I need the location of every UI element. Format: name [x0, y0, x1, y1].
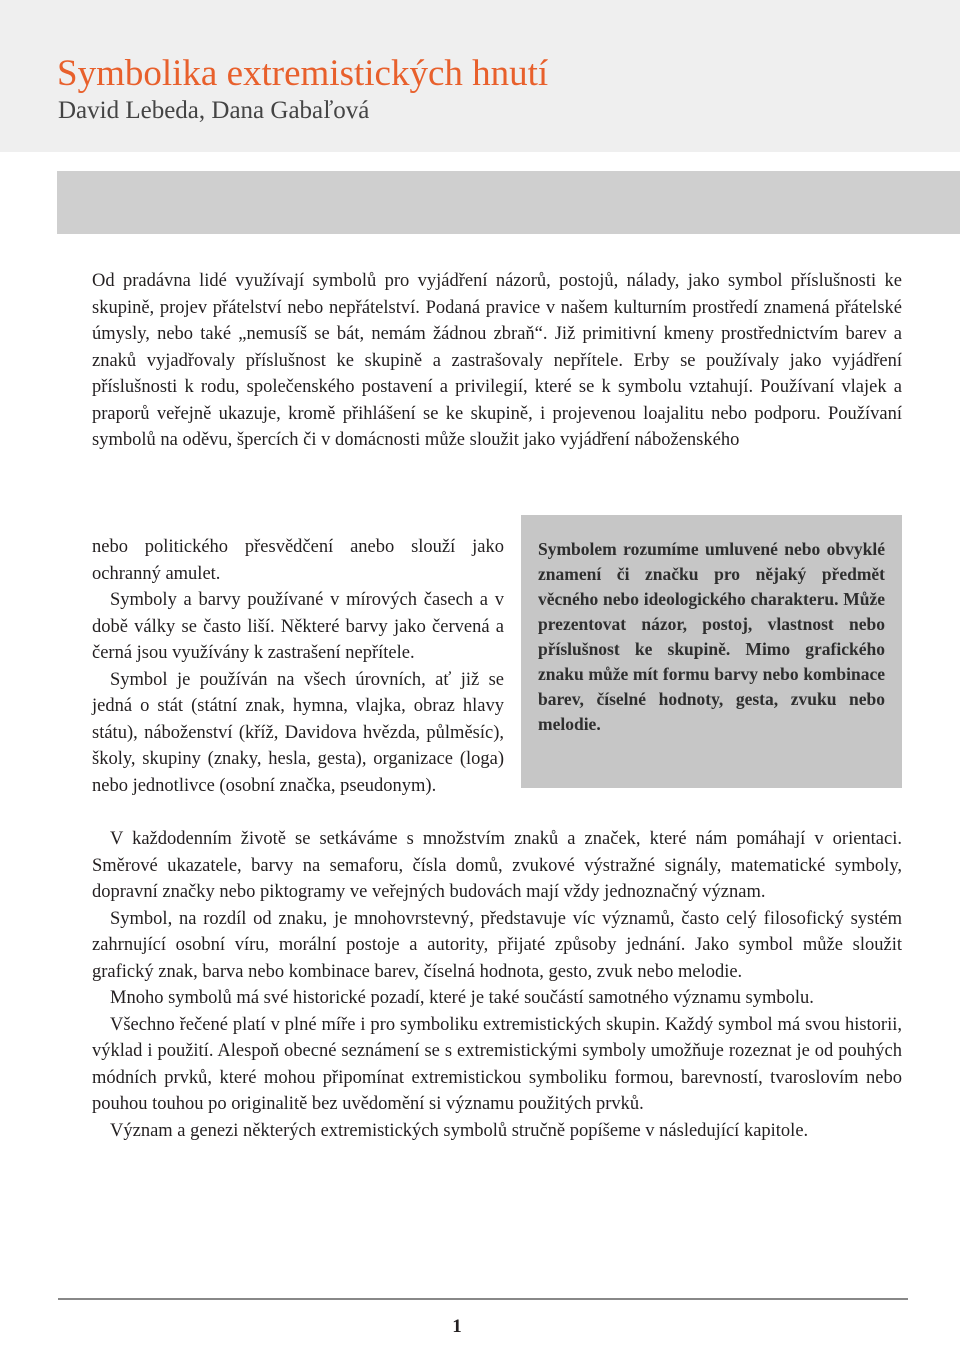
body-section [92, 826, 902, 1144]
left-column-paragraph-2: Symboly a barvy používané v mírových časech a v době války se často liší. Některé barvy jako červená a černá jsou využívány k zastrašení nepřítele. [92, 590, 504, 663]
definition-text: Symbolem rozumíme umluvené nebo obvyklé znamení či značku pro nějaký předmět věcného nebo ideologického charakteru. Může prezentovat názor, postoj, vlastnost nebo příslušnost ke skupině. Mimo grafického znaku může mít formu barvy nebo kombinace barev, číselné hodnoty, gesta, zvuku nebo melodie. [538, 539, 885, 734]
page-number: 1 [452, 1316, 462, 1337]
intro-section [92, 268, 902, 454]
document-authors: David Lebeda, Dana Gabaľová [58, 97, 370, 124]
footer-rule [58, 1298, 908, 1300]
left-column-paragraph-3: Symbol je používán na všech úrovních, ať již se jedná o stát (státní znak, hymna, vlajka, obraz hlavy státu), náboženství (kříž, Davidova hvězda, půlměsíc), školy, skupiny (znaky, hesla, gesta), organizace (loga) nebo jednotlivce (osobní značka, pseudonym). [92, 669, 504, 796]
definition-sidebox [521, 515, 902, 788]
document-title: Symbolika extremistických hnutí [57, 53, 549, 94]
body-paragraph: V každodenním životě se setkáváme s množstvím znaků a značek, které nám pomáhají v orientaci. Směrové ukazatele, barvy na semaforu, čísla domů, zvukové výstražné signály, matematické symboly, dopravní značky nebo piktogramy ve veřejných budovách mají vždy jednoznačný význam. [92, 829, 902, 902]
grey-banner [57, 171, 960, 234]
body-paragraph: Všechno řečené platí v plné míře i pro symboliku extremistických skupin. Každý symbol má svou historii, výklad i použití. Alespoň obecné seznámení se s extremistickými symboly umožňuje rozeznat je od pouhých módních prvků, které mohou připomínat extremistickou symboliku formou, barevností, tvaroslovím nebo pouhou touhou po originalitě bez uvědomění si významu použitých prvků. [92, 1014, 902, 1114]
left-column [92, 534, 504, 799]
body-paragraph: Mnoho symbolů má své historické pozadí, které je také součástí samotného významu symbolu. [110, 988, 814, 1008]
body-paragraph: Symbol, na rozdíl od znaku, je mnohovrstevný, představuje víc významů, často celý filosofický systém zahrnující osobní víru, morální postoje a autority, přijaté způsoby jednání. Jako symbol může sloužit grafický znak, barva nebo kombinace barev, číselná hodnota, gesto, zvuk nebo melodie. [92, 908, 902, 982]
intro-paragraph: Od pradávna lidé využívají symbolů pro vyjádření názorů, postojů, nálady, jako symbol příslušnosti ke skupině, projev přátelství nebo nepřátelství. Podaná pravice v našem kulturním prostředí znamená přátelské úmysly, nebo také „nemusíš se bát, nemám žádnou zbraň“. Již primitivní kmeny prostřednictvím barev a znaků vyjadřovaly příslušnost ke skupině a zastrašovaly nepřítele. Erby se používaly jako vyjádření příslušnosti k rodu, společenského postavení a privilegií, které se k symbolu vztahují. Používaní vlajek a praporů veřejně ukazuje, kromě přihlášení se ke skupině, i projevenou loajalitu nebo podporu. Používaní symbolů na oděvu, špercích či v domácnosti může sloužit jako vyjádření náboženského [92, 271, 902, 450]
body-paragraph: Význam a genezi některých extremistických symbolů stručně popíšeme v následující kapitole. [110, 1120, 809, 1141]
left-column-continuation: nebo politického přesvědčení anebo slouží jako ochranný amulet. [92, 537, 504, 584]
